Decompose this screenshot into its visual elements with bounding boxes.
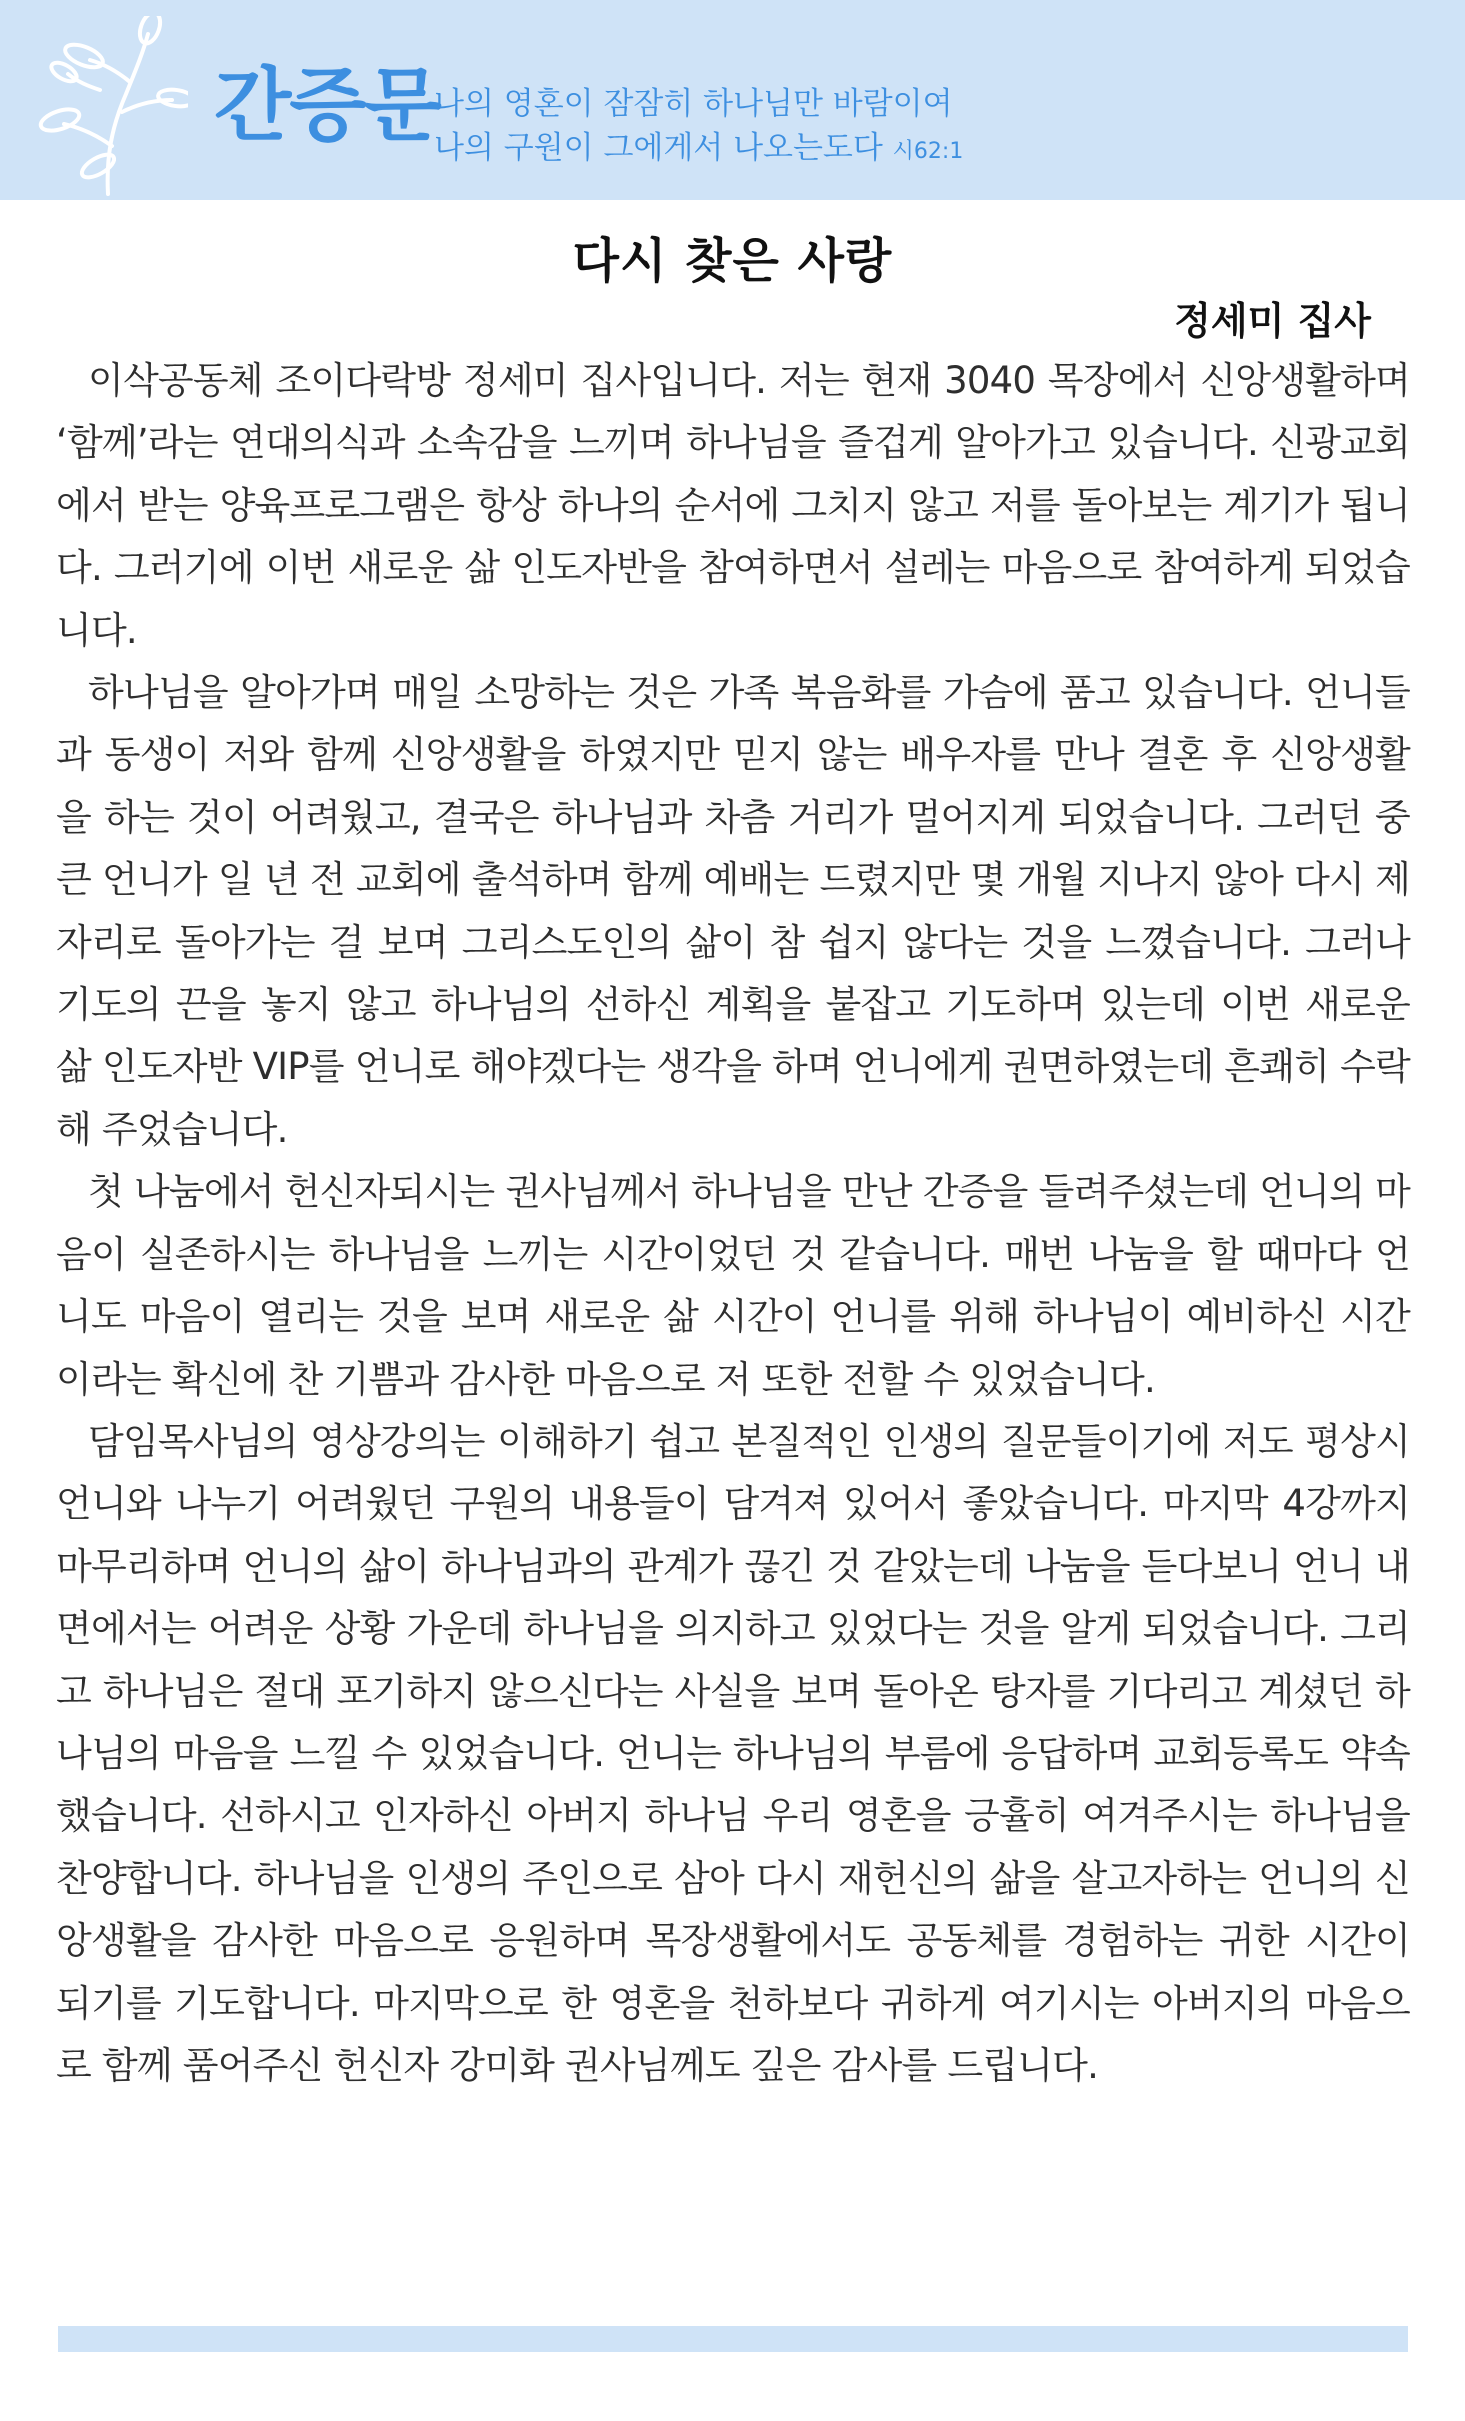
verse-line-2-text: 나의 구원이 그에게서 나오는도다 [434, 130, 883, 166]
header-banner [0, 0, 1465, 200]
paragraph: 첫 나눔에서 헌신자되시는 권사님께서 하나님을 만난 간증을 들려주셨는데 언니의 마음이 실존하시는 하나님을 느끼는 시간이었던 것 같습니다. 매번 나눔을 할 때마다 언니도 마음이 열리는 것을 보며 새로운 삶 시간이 언니를 위해 하나님이 예비하신 시간이라는 확신에 찬 기쁨과 감사한 마음으로 저 또한 전할 수 있었습니다. [56, 1170, 1410, 1401]
paragraph: 담임목사님의 영상강의는 이해하기 쉽고 본질적인 인생의 질문들이기에 저도 평상시 언니와 나누기 어려웠던 구원의 내용들이 담겨져 있어서 좋았습니다. 마지막 4강까지 마무리하며 언니의 삶이 하나님과의 관계가 끊긴 것 같았는데 나눔을 듣다보니 언니 내면에서는 어려운 상황 가운데 하나님을 의지하고 있었다는 것을 알게 되었습니다. 그리고 하나님은 절대 포기하지 않으신다는 사실을 보며 돌아온 탕자를 기다리고 계셨던 하나님의 마음을 느낄 수 있었습니다. 언니는 하나님의 부름에 응답하며 교회등록도 약속했습니다. 선하시고 인자하신 아버지 하나님 우리 영혼을 긍휼히 여겨주시는 하나님을 찬양합니다. 하나님을 인생의 주인으로 삼아 다시 재헌신의 삶을 살고자하는 언니의 신앙생활을 감사한 마음으로 응원하며 목장생활에서도 공동체를 경험하는 귀한 시간이 되기를 기도합니다. 마지막으로 한 영혼을 천하보다 귀하게 여기시는 아버지의 마음으로 함께 품어주신 헌신자 강미화 권사님께도 깊은 감사를 드립니다. [56, 1419, 1410, 2087]
article-body [56, 350, 1410, 2097]
article-title: 다시 찾은 사랑 [572, 233, 893, 289]
leaf-branch-icon [38, 16, 188, 196]
verse-line-2 [434, 126, 963, 174]
article-author: 정세미 집사 [1174, 299, 1371, 343]
scripture-verse [434, 82, 963, 174]
verse-reference: 시62:1 [892, 139, 964, 164]
paragraph: 하나님을 알아가며 매일 소망하는 것은 가족 복음화를 가슴에 품고 있습니다. 언니들과 동생이 저와 함께 신앙생활을 하였지만 믿지 않는 배우자를 만나 결혼 후 신앙생활을 하는 것이 어려웠고, 결국은 하나님과 차츰 거리가 멀어지게 되었습니다. 그러던 중 큰 언니가 일 년 전 교회에 출석하며 함께 예배는 드렸지만 몇 개월 지나지 않아 다시 제자리로 돌아가는 걸 보며 그리스도인의 삶이 참 쉽지 않다는 것을 느꼈습니다. 그러나 기도의 끈을 놓지 않고 하나님의 선하신 계획을 붙잡고 기도하며 있는데 이번 새로운 삶 인도자반 VIP를 언니로 해야겠다는 생각을 하며 언니에게 권면하였는데 흔쾌히 수락해 주었습니다. [56, 671, 1410, 1151]
footer-divider [58, 2326, 1408, 2352]
paragraph: 이삭공동체 조이다락방 정세미 집사입니다. 저는 현재 3040 목장에서 신앙생활하며 ‘함께’라는 연대의식과 소속감을 느끼며 하나님을 즐겁게 알아가고 있습니다. 신광교회에서 받는 양육프로그램은 항상 하나의 순서에 그치지 않고 저를 돌아보는 계기가 됩니다. 그러기에 이번 새로운 삶 인도자반을 참여하면서 설레는 마음으로 참여하게 되었습니다. [56, 359, 1410, 652]
brand-title: 간증문 [214, 59, 440, 152]
verse-line-1: 나의 영혼이 잠잠히 하나님만 바람이여 [434, 86, 953, 122]
